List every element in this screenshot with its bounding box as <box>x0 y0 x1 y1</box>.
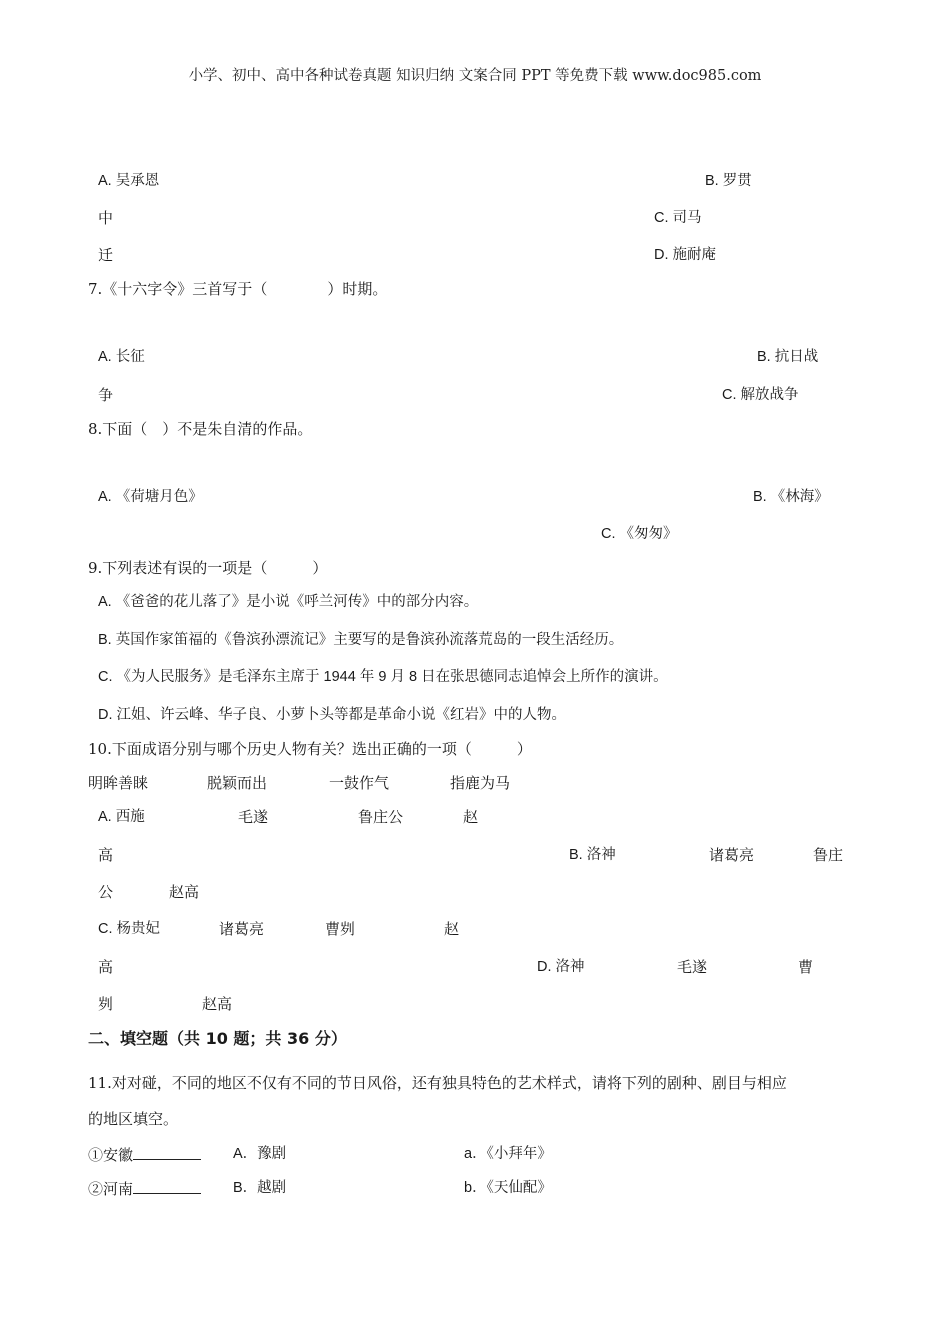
q7-option-a: A. 长征 <box>98 349 145 365</box>
q10-option-d-2: 毛遂 <box>677 958 708 976</box>
q8-option-b: B. 《林海》 <box>753 489 829 505</box>
q9-option-b: B. 英国作家笛福的《鲁滨孙漂流记》主要写的是鲁滨孙流落荒岛的一段生活经历。 <box>98 632 624 648</box>
q9-option-c: C. 《为人民服务》是毛泽东主席于 1944 年 9 月 8 日在张思德同志追悼会上所作的演讲。 <box>98 669 668 685</box>
q10-idiom-3: 一鼓作气 <box>329 774 390 792</box>
q10-option-c-4: 赵 <box>444 920 460 938</box>
q10-option-d-3-wrap: 刿 <box>98 995 114 1013</box>
q11-opera-1: A．豫剧 <box>233 1146 287 1162</box>
q10-option-a-2: 毛遂 <box>238 808 269 826</box>
q6-option-a: A. 吴承恩 <box>98 173 160 189</box>
q10-idiom-4: 指鹿为马 <box>450 774 511 792</box>
q10-stem: 10.下面成语分别与哪个历史人物有关？选出正确的一项（ ） <box>88 740 532 758</box>
q6-option-b-wrap: 中 <box>98 209 114 227</box>
q10-option-c-4-wrap: 高 <box>98 958 114 976</box>
q6-option-d: D. 施耐庵 <box>654 247 717 263</box>
q7-option-c: C. 解放战争 <box>722 387 799 403</box>
q10-idiom-1: 明眸善睐 <box>88 774 149 792</box>
q6-option-c-wrap: 迁 <box>98 246 114 264</box>
q10-option-b: B. 洛神 <box>569 847 616 863</box>
q10-option-d-4: 赵高 <box>202 995 233 1013</box>
q9-option-a: A. 《爸爸的花儿落了》是小说《呼兰河传》中的部分内容。 <box>98 594 479 610</box>
q10-option-a: A. 西施 <box>98 809 145 825</box>
q8-option-c: C. 《匆匆》 <box>601 526 678 542</box>
q10-option-c: C. 杨贵妃 <box>98 921 161 937</box>
q11-row-2 <box>88 1178 201 1199</box>
q10-option-d: D. 洛神 <box>537 959 585 975</box>
q7-stem: 7.《十六字令》三首写于（ ）时期。 <box>88 280 388 298</box>
q7-option-b-wrap: 争 <box>98 386 114 404</box>
q10-option-b-3-wrap: 公 <box>98 883 114 901</box>
q7-option-b: B. 抗日战 <box>757 349 819 365</box>
q11-opera-2: B．越剧 <box>233 1180 287 1196</box>
section-heading-fill-in: 二、填空题（共 10 题；共 36 分） <box>88 1029 347 1048</box>
q10-option-c-2: 诸葛亮 <box>219 920 265 938</box>
q6-option-c: C. 司马 <box>654 210 702 226</box>
q8-option-a: A. 《荷塘月色》 <box>98 489 203 505</box>
q11-play-2: b．《天仙配》 <box>464 1180 552 1196</box>
q10-option-a-3: 鲁庄公 <box>358 808 404 826</box>
q10-idiom-2: 脱颖而出 <box>207 774 268 792</box>
q10-option-b-2: 诸葛亮 <box>709 846 755 864</box>
q11-region-2: ②河南 <box>88 1180 134 1198</box>
q10-option-b-4: 赵高 <box>169 883 200 901</box>
q11-answer-blank-1[interactable] <box>133 1144 201 1160</box>
q11-region-1: ①安徽 <box>88 1146 134 1164</box>
q6-option-b: B. 罗贯 <box>705 173 752 189</box>
q10-option-b-3: 鲁庄 <box>813 846 844 864</box>
page-header: 小学、初中、高中各种试卷真题 知识归纳 文案合同 PPT 等免费下载 www.doc985.com <box>188 68 762 84</box>
q11-answer-blank-2[interactable] <box>133 1178 201 1194</box>
q8-stem: 8.下面（ ）不是朱自清的作品。 <box>88 420 313 438</box>
q11-stem-line2: 的地区填空。 <box>88 1110 179 1128</box>
q10-option-c-3: 曹刿 <box>325 920 356 938</box>
q11-row-1 <box>88 1144 201 1165</box>
q10-option-d-3: 曹 <box>798 958 814 976</box>
q10-option-a-4-wrap: 高 <box>98 846 114 864</box>
q9-option-d: D. 江姐、许云峰、华子良、小萝卜头等都是革命小说《红岩》中的人物。 <box>98 707 567 723</box>
q11-play-1: a．《小拜年》 <box>464 1146 552 1162</box>
q9-stem: 9.下列表述有误的一项是（ ） <box>88 559 328 577</box>
q11-stem-line1: 11.对对碰，不同的地区不仅有不同的节日风俗，还有独具特色的艺术样式，请将下列的剧种、剧目与相应 <box>88 1074 787 1092</box>
q10-option-a-4: 赵 <box>463 808 479 826</box>
